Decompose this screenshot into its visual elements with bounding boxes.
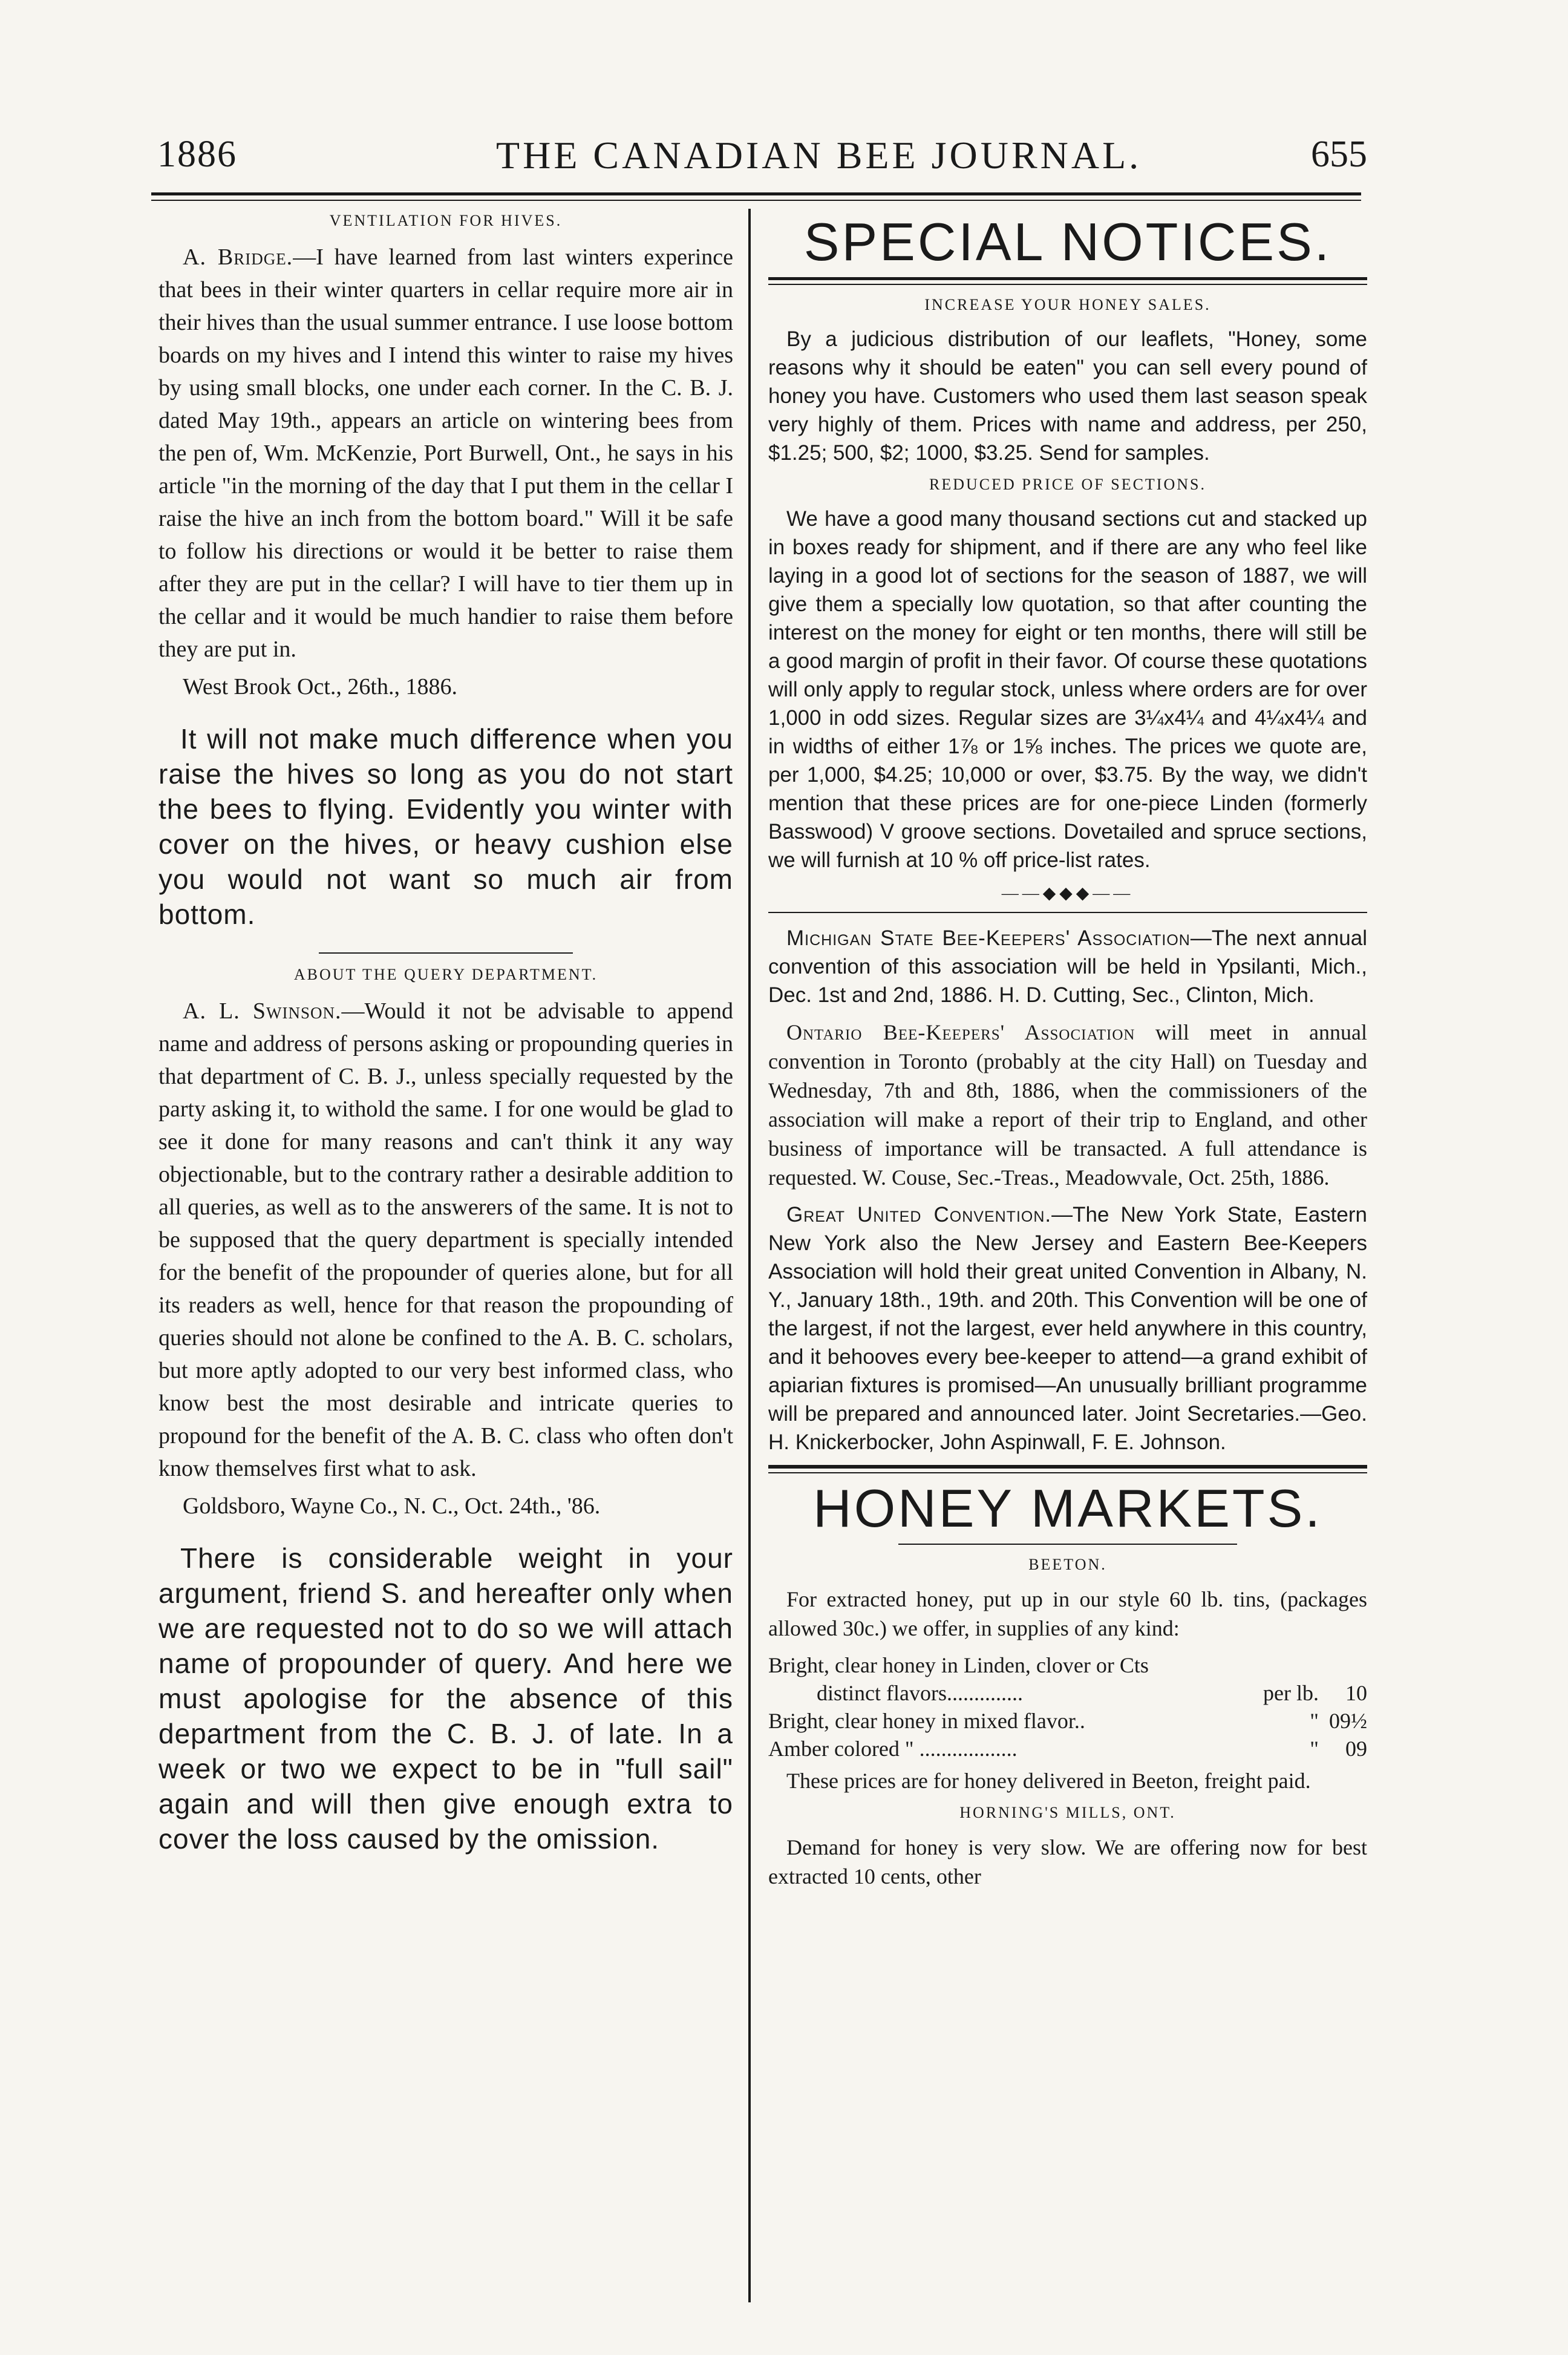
price-value: 10 — [1345, 1681, 1367, 1705]
ventilation-heading: VENTILATION FOR HIVES. — [329, 212, 563, 229]
price-unit: " — [1310, 1737, 1319, 1761]
query-author: A. L. Swinson. — [183, 998, 342, 1024]
price-unit: per lb. — [1263, 1681, 1319, 1705]
running-header — [157, 133, 1367, 188]
ventilation-signature: West Brook Oct., 26th., 1886. — [183, 674, 457, 699]
price-row — [768, 1707, 1367, 1735]
beeton-note: These prices are for honey delivered in Beeton, freight paid. — [786, 1769, 1311, 1793]
increase-text: By a judicious distribution of our leaflets, "Honey, some reasons why it should be eaten" you can sell every pound of honey you have. Customers who used them last season speak very highly of them. Prices with name and address, per 250, $1.25; 500, $2; 1000, $3.25. Send for samples. — [768, 327, 1367, 465]
price-label: Bright, clear honey in Linden, clover or Cts — [768, 1653, 1149, 1677]
right-column — [768, 212, 1367, 1899]
great-text: —The New York State, Eastern New York also the New Jersey and Eastern Bee-Keepers Association will hold their great united Convention in Albany, N. Y., January 18th., 19th. and 20th. This Convention will be one of the largest, if not the largest, ever held anywhere in this country, and it behooves every bee-keeper to attend—a grand exhibit of apiarian fixtures is promised—An unusually brilliant programme will be prepared and announced later. Joint Secretaries.—Geo. H. Knickerbocker, John Aspinwall, F. E. Johnson. — [768, 1203, 1367, 1454]
michigan-notice — [768, 924, 1367, 1009]
header-title: THE CANADIAN BEE JOURNAL. — [496, 134, 1142, 177]
ontario-text: will meet in annual convention in Toronto (probably at the city Hall) on Tuesday and Wednesday, 7th and 8th, 1886, when the commissioners of the association will make a report of their trip to England, and other business of importance will be transacted. A full attendance is requested. W. Couse, Sec.-Treas., Meadowvale, Oct. 25th, 1886. — [768, 1020, 1367, 1190]
price-row — [768, 1651, 1367, 1679]
ornament-divider: ——◆◆◆—— — [1001, 884, 1134, 903]
ventilation-author: A. Bridge. — [183, 244, 293, 270]
beeton-intro: For extracted honey, put up in our style 60 lb. tins, (packages allowed 30c.) we offer, in supplies of any kind: — [768, 1587, 1367, 1640]
michigan-text: —The next annual convention of this association will be held in Ypsilanti, Mich., Dec. 1st and 2nd, 1886. H. D. Cutting, Sec., Clinton, Mich. — [768, 926, 1368, 1007]
price-unit: " — [1310, 1709, 1319, 1733]
price-label: distinct flavors.............. — [817, 1681, 1023, 1705]
price-row — [768, 1735, 1367, 1763]
ontario-notice — [768, 1018, 1367, 1192]
heading-rule — [768, 277, 1367, 280]
increase-heading: INCREASE YOUR HONEY SALES. — [924, 296, 1211, 313]
price-value: 09 — [1345, 1737, 1367, 1761]
query-letter — [158, 995, 733, 1485]
price-label: Amber colored " .................. — [768, 1737, 1018, 1761]
ventilation-letter-text: —I have learned from last winters experince that bees in their winter quarters in cellar require more air in their hives than the usual summer entrance. I use loose bottom boards on my hives and I intend this winter to raise my hives by using small blocks, one under each corner. In the C. B. J. dated May 19th., appears an article on wintering bees from the pen of, Wm. McKenzie, Port Burwell, Ont., he says in his article "in the morning of the day that I put them in the cellar I raise the hive an inch from the bottom board." Will it be safe to follow his directions or would it be better to raise them after they are put in the cellar? I will have to tier them up in the cellar and it would be much handier to raise them before they are put in. — [158, 244, 733, 662]
header-year: 1886 — [157, 134, 237, 175]
great-lead: Great United Convention. — [786, 1203, 1052, 1227]
markets-rule — [768, 1465, 1367, 1473]
horning-heading: HORNING'S MILLS, ONT. — [959, 1804, 1176, 1821]
reduced-heading: REDUCED PRICE OF SECTIONS. — [929, 476, 1206, 493]
markets-heading-rule — [898, 1544, 1237, 1545]
page-number: 655 — [1311, 134, 1367, 175]
michigan-lead: Michigan State Bee-Keepers' Association — [786, 926, 1191, 950]
header-rule-thin — [151, 200, 1361, 201]
ventilation-editor-reply: It will not make much difference when you raise the hives so long as you do not start the bees to flying. Evidently you winter with cover on the hives, or heavy cushion else you would not want so much air from bottom. — [158, 723, 733, 930]
honey-markets-heading: HONEY MARKETS. — [813, 1478, 1322, 1538]
section-separator — [319, 952, 573, 954]
header-rule — [151, 192, 1361, 195]
ontario-lead: Ontario Bee-Keepers' Association — [786, 1020, 1135, 1044]
heading-rule-thin — [768, 284, 1367, 285]
great-convention-notice — [768, 1200, 1367, 1456]
price-label: Bright, clear honey in mixed flavor.. — [768, 1709, 1085, 1733]
rule-divider — [768, 912, 1367, 913]
beeton-heading: BEETON. — [1028, 1556, 1107, 1573]
column-divider — [748, 209, 751, 2302]
ventilation-letter — [158, 241, 733, 666]
price-value: 09½ — [1329, 1709, 1367, 1733]
beeton-price-list — [768, 1651, 1367, 1763]
query-heading: ABOUT THE QUERY DEPARTMENT. — [293, 966, 598, 983]
special-notices-heading: SPECIAL NOTICES. — [803, 212, 1332, 272]
price-value — [1319, 1651, 1367, 1679]
query-letter-text: —Would it not be advisable to append name and address of persons asking or propounding queries in that department of C. B. J., unless specially requested by the party asking it, to withold the same. I for one would be glad to see it done for many reasons and can't think it any way objectionable, but to the contrary rather a desirable addition to all queries, as well as to the answerers of the same. It is not to be supposed that the query department is specially intended for the benefit of the propounder of queries alone, but for all its readers as well, hence for that reason the propounding of queries should not alone be confined to the A. B. C. scholars, but more aptly adopted to our very best informed class, who know best the most desirable and intricate queries to propound for the benefit of the A. B. C. class who often don't know themselves first what to ask. — [158, 998, 733, 1481]
reduced-text: We have a good many thousand sections cut and stacked up in boxes ready for shipment, and if there are any who feel like laying in a good lot of sections for the season of 1887, we will give them a specially low quotation, so that after counting the interest on the money for eight or ten months, there will still be a good margin of profit in their favor. Of course these quotations will only apply to regular stock, unless where orders are for over 1,000 in odd sizes. Regular sizes are 3¼x4¼ and 4¼x4¼ and in widths of either 1⅞ or 1⅝ inches. The prices we quote are, per 1,000, $4.25; 10,000 or over, $3.75. By the way, we didn't mention that these prices are for one-piece Linden (formerly Basswood) V groove sections. Dovetailed and spruce sections, we will furnish at 10 % off price-list rates. — [768, 507, 1367, 872]
query-signature: Goldsboro, Wayne Co., N. C., Oct. 24th., '86. — [183, 1493, 601, 1519]
price-row — [768, 1679, 1367, 1707]
query-editor-reply: There is considerable weight in your argument, friend S. and hereafter only when we are requested not to do so we will attach name of propounder of query. And here we must apologise for the absence of this department from the C. B. J. of late. In a week or two we expect to be in "full sail" again and will then give enough extra to cover the loss caused by the omission. — [158, 1542, 733, 1855]
price-unit — [1240, 1651, 1319, 1679]
left-column — [158, 212, 733, 1877]
horning-text: Demand for honey is very slow. We are offering now for best extracted 10 cents, other — [768, 1835, 1367, 1888]
